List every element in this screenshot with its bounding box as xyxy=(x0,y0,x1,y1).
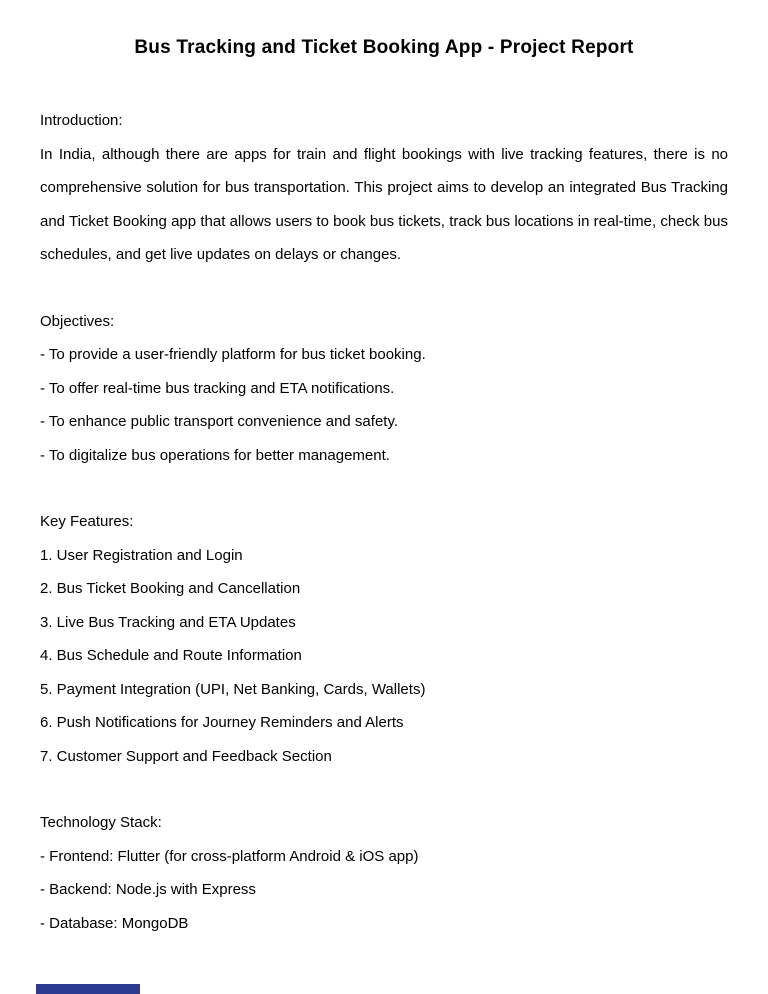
objective-item: - To provide a user-friendly platform for bus ticket booking. xyxy=(40,346,426,363)
objective-item: - To offer real-time bus tracking and ETA notifications. xyxy=(40,379,395,397)
section-introduction xyxy=(40,104,728,272)
feature-item: 7. Customer Support and Feedback Section xyxy=(40,747,332,765)
next-page-edge-fragment xyxy=(36,984,140,994)
objective-item: - To enhance public transport convenience and safety. xyxy=(40,413,399,430)
introduction-paragraph: In India, although there are apps for train and flight bookings with live tracking features, there is no comprehensive solution for bus transportation. This project aims to develop an integrated Bus Tracking and Ticket Booking app that allows users to book bus tickets, track bus locations in real-time, check bus schedules, and get live updates on delays or changes. xyxy=(40,145,728,263)
feature-item: 4. Bus Schedule and Route Information xyxy=(40,647,302,664)
feature-item: 5. Payment Integration (UPI, Net Banking, Cards, Wallets) xyxy=(40,680,426,698)
tech-stack-item: - Database: MongoDB xyxy=(40,914,189,932)
tech-stack-item: - Backend: Node.js with Express xyxy=(40,881,256,898)
feature-item: 3. Live Bus Tracking and ETA Updates xyxy=(40,613,296,631)
section-key-features xyxy=(40,505,728,773)
section-objectives xyxy=(40,305,728,473)
objective-item: - To digitalize bus operations for better management. xyxy=(40,446,390,464)
feature-item: 1. User Registration and Login xyxy=(40,546,243,564)
feature-item: 2. Bus Ticket Booking and Cancellation xyxy=(40,580,301,597)
feature-item: 6. Push Notifications for Journey Reminders and Alerts xyxy=(40,714,404,731)
section-heading-technology-stack: Technology Stack: xyxy=(40,814,162,831)
section-heading-introduction: Introduction: xyxy=(40,112,123,129)
document-title: Bus Tracking and Ticket Booking App - Project Report xyxy=(134,37,634,58)
tech-stack-item: - Frontend: Flutter (for cross-platform Android & iOS app) xyxy=(40,847,419,865)
section-heading-objectives: Objectives: xyxy=(40,312,115,330)
section-heading-key-features: Key Features: xyxy=(40,513,134,530)
section-technology-stack xyxy=(40,806,728,940)
